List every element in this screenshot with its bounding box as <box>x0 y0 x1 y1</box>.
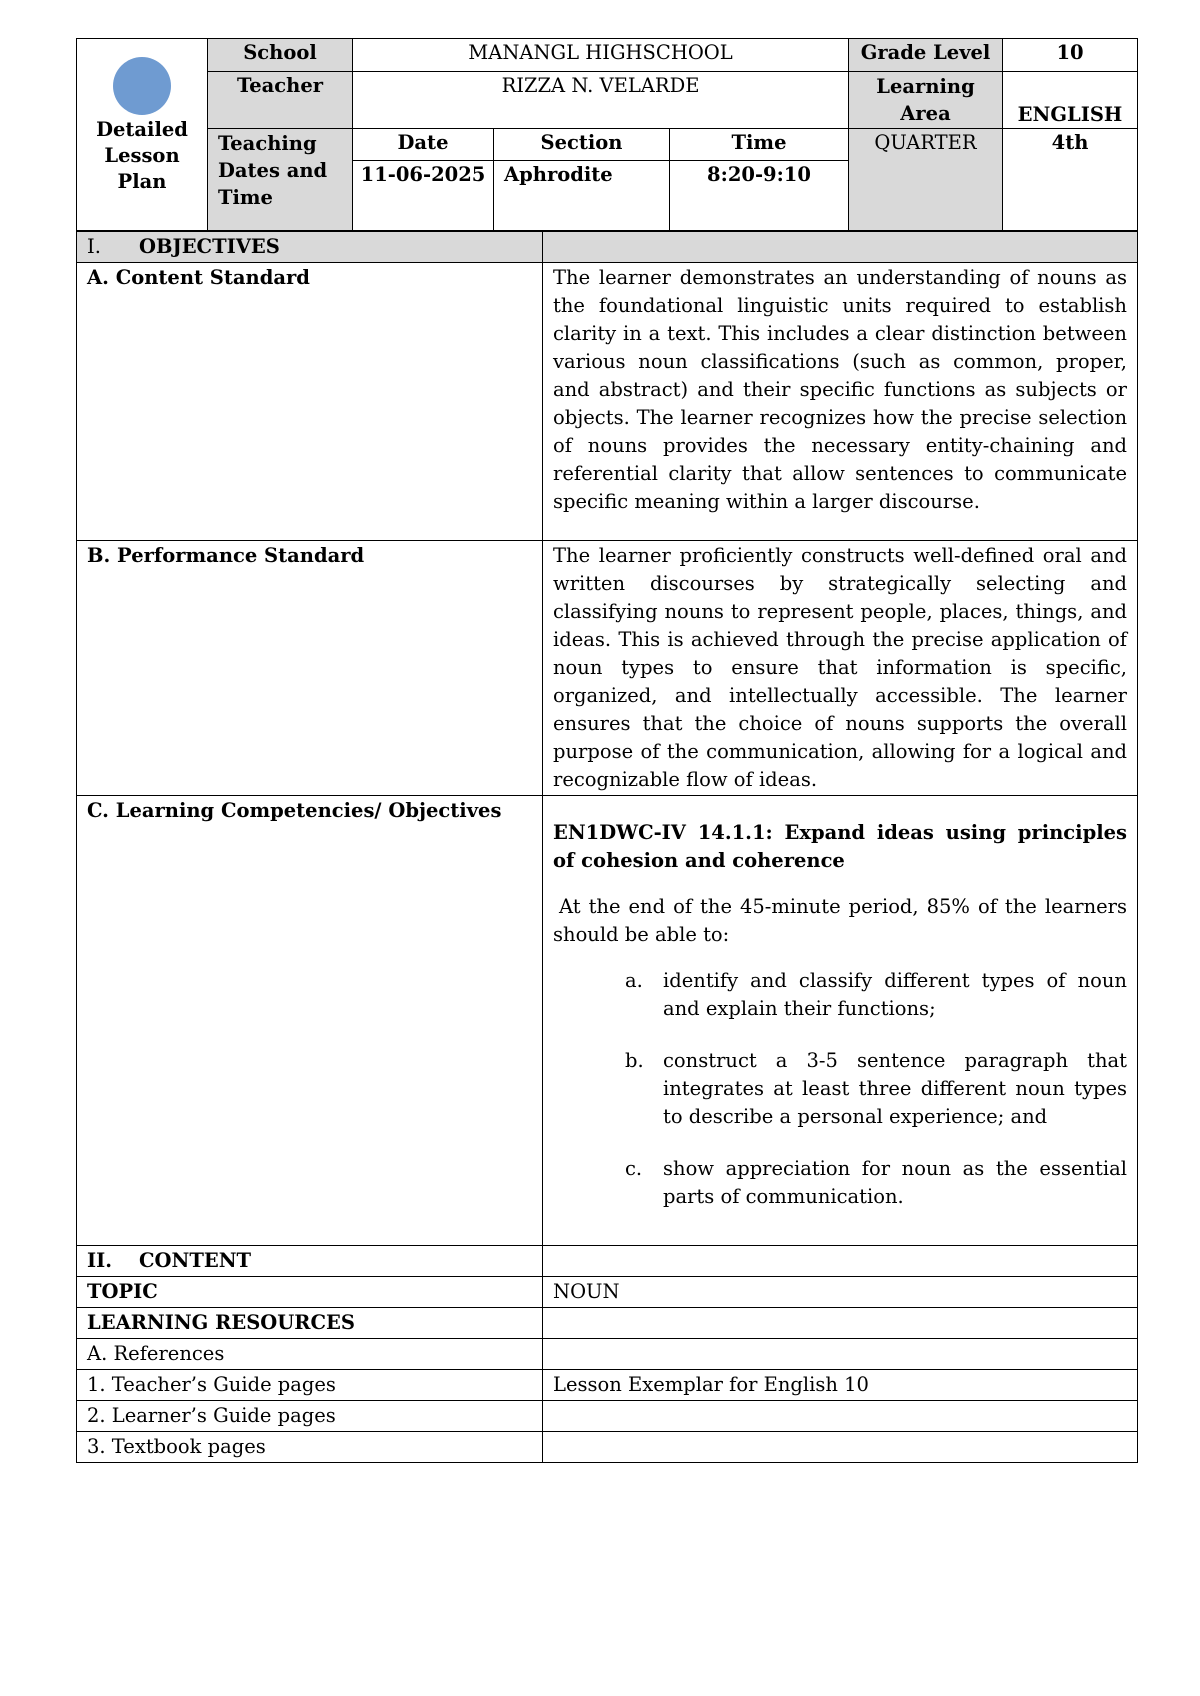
objective-letter: b. <box>625 1049 644 1072</box>
content-heading <box>77 1246 543 1277</box>
objectives-numeral: I. <box>87 235 101 258</box>
objectives-heading <box>77 232 543 263</box>
header-table <box>76 38 1138 231</box>
objectives-list <box>553 967 1127 1211</box>
references-blank <box>543 1339 1138 1370</box>
time-value: 8:20-9:10 <box>670 161 849 231</box>
section-value: Aphrodite <box>494 161 670 231</box>
learning-area-value: ENGLISH <box>1003 72 1138 129</box>
teacher-label: Teacher <box>208 72 353 129</box>
content-heading-blank <box>543 1246 1138 1277</box>
grade-level-value: 10 <box>1003 39 1138 72</box>
quarter-label: QUARTER <box>849 129 1003 231</box>
school-logo-icon <box>113 57 171 115</box>
learners-guide-label: 2. Learner’s Guide pages <box>77 1401 543 1432</box>
competency-code: EN1DWC-IV 14.1.1: Expand ideas using principles of cohesion and coherence <box>553 821 1127 872</box>
objective-item <box>625 1047 1127 1131</box>
content-standard-text: The learner demonstrates an understanding of nouns as the foundational linguistic units required to establish clarity in a text. This includes a clear distinction between various noun classifications (such as common, proper, and abstract) and their specific functions as subjects or objects. The learner recognizes how the precise selection of nouns provides the necessary entity-chaining and referential clarity that allow sentences to communicate specific meaning within a larger discourse. <box>543 263 1138 541</box>
content-title: CONTENT <box>139 1249 252 1272</box>
topic-value: NOUN <box>543 1277 1138 1308</box>
time-label: Time <box>670 129 849 161</box>
objectives-title: OBJECTIVES <box>139 235 280 258</box>
teaching-dates-label: Teaching Dates and Time <box>208 129 353 231</box>
objective-letter: a. <box>625 969 643 992</box>
grade-level-label: Grade Level <box>849 39 1003 72</box>
date-label: Date <box>353 129 494 161</box>
references-label: A. References <box>77 1339 543 1370</box>
learning-resources-blank <box>543 1308 1138 1339</box>
logo-caption: Detailed Lesson Plan <box>96 118 188 193</box>
teacher-value: RIZZA N. VELARDE <box>353 72 849 129</box>
learning-resources-label: LEARNING RESOURCES <box>77 1308 543 1339</box>
objective-item <box>625 967 1127 1023</box>
objective-text: show appreciation for noun as the essential parts of communication. <box>663 1157 1127 1208</box>
date-value: 11-06-2025 <box>353 161 494 231</box>
learning-area-label: Learning Area <box>849 72 1003 129</box>
competencies-label: C. Learning Competencies/ Objectives <box>77 796 543 1246</box>
competencies-cell <box>543 796 1138 1246</box>
textbook-value <box>543 1432 1138 1463</box>
content-standard-label: A. Content Standard <box>77 263 543 541</box>
teachers-guide-label: 1. Teacher’s Guide pages <box>77 1370 543 1401</box>
objective-text: construct a 3-5 sentence paragraph that integrates at least three different noun types to describe a personal experience; and <box>663 1049 1127 1128</box>
teachers-guide-value: Lesson Exemplar for English 10 <box>543 1370 1138 1401</box>
objective-letter: c. <box>625 1157 643 1180</box>
section-label: Section <box>494 129 670 161</box>
textbook-label: 3. Textbook pages <box>77 1432 543 1463</box>
objectives-heading-blank <box>543 232 1138 263</box>
logo-cell <box>77 39 208 231</box>
objective-item <box>625 1155 1127 1211</box>
performance-standard-label: B. Performance Standard <box>77 541 543 796</box>
performance-standard-text: The learner proficiently constructs well-defined oral and written discourses by strategically selecting and classifying nouns to represent people, places, things, and ideas. This is achieved through the precise application of noun types to ensure that information is specific, organized, and intellectually accessible. The learner ensures that the choice of nouns supports the overall purpose of the communication, allowing for a logical and recognizable flow of ideas. <box>543 541 1138 796</box>
learners-guide-value <box>543 1401 1138 1432</box>
objectives-intro: At the end of the 45-minute period, 85% of the learners should be able to: <box>553 895 1127 946</box>
school-value: MANANGL HIGHSCHOOL <box>353 39 849 72</box>
topic-label: TOPIC <box>77 1277 543 1308</box>
content-numeral: II. <box>87 1249 113 1272</box>
school-label: School <box>208 39 353 72</box>
objective-text: identify and classify different types of noun and explain their functions; <box>663 969 1127 1020</box>
quarter-value: 4th <box>1003 129 1138 231</box>
objectives-content-table <box>76 231 1138 1463</box>
